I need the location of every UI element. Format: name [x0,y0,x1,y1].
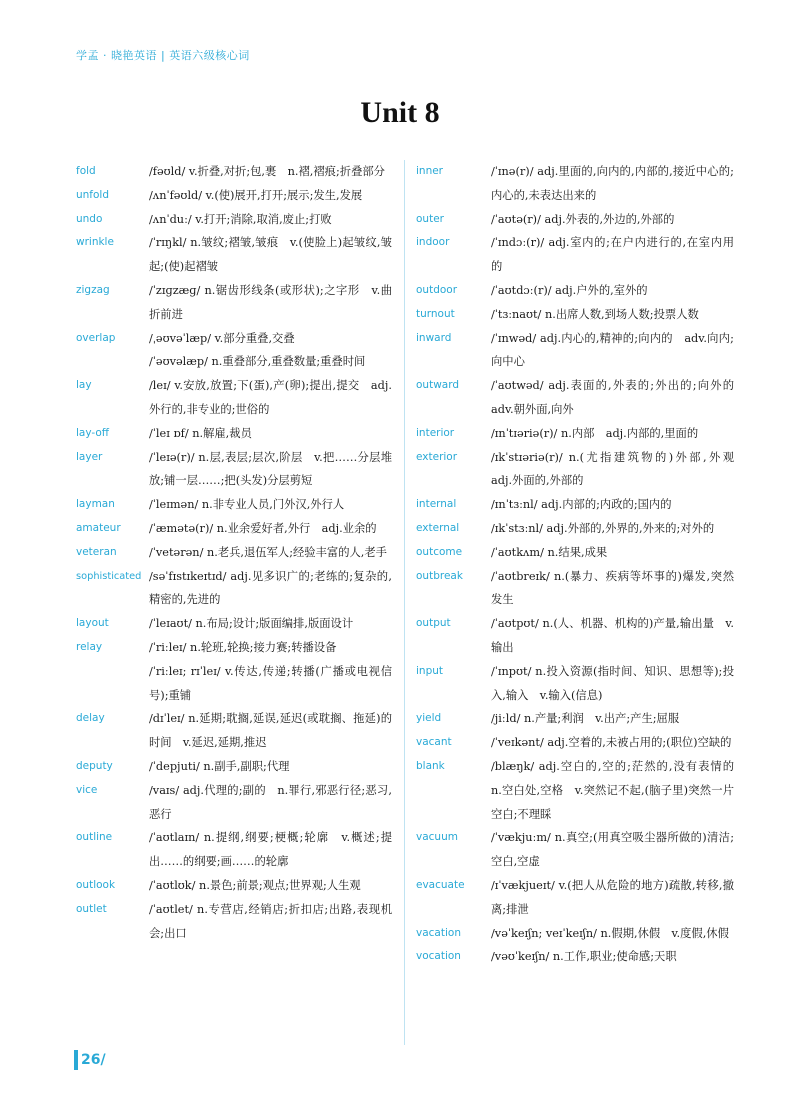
vocab-word: yield [416,712,442,725]
vocab-entry [76,422,392,446]
vocab-definition: /ˈriːleɪ/ n.轮班,轮换;接力赛;转播设备 [149,640,337,654]
vocab-word: outward [416,379,460,392]
vocab-entry [76,160,392,184]
vocab-entry [76,231,392,279]
vocab-definition: /ˌəʊvəˈlæp/ v.部分重叠,交叠 [149,331,295,345]
vocab-definition: /blæŋk/ adj.空白的,空的;茫然的,没有表情的 n.空白处,空格 v.突然记不起,(脑子里)突然一片空白;不理睬 [491,759,746,821]
vocab-word: indoor [416,236,450,249]
vocab-word: vacant [416,736,452,749]
vocab-definition: /ˈɪnpʊt/ n.投入资源(指时间、知识、思想等);投入,输入 v.输入(信息) [491,664,734,702]
vocab-entry [416,612,734,660]
vocab-entry [416,374,746,422]
vocab-word: input [416,664,444,677]
vocab-word: output [416,617,451,630]
vocab-entry [76,660,392,708]
vocab-entry [416,731,734,755]
vocab-entry [416,874,734,922]
vocab-definition: /ʌnˈfəʊld/ v.(使)展开,打开;展示;发生,发展 [149,188,363,202]
vocab-word: vacation [416,926,461,939]
vocab-word: exterior [416,450,458,463]
vocab-entry [416,517,734,541]
vocab-definition: /ˈaʊtbreɪk/ n.(暴力、疾病等坏事的)爆发,突然发生 [491,569,734,607]
vocab-word: interior [416,426,455,439]
vocab-definition: /vəʊˈkeɪʃn/ n.工作,职业;使命感;天职 [491,950,677,964]
vocab-word: evacuate [416,878,465,891]
vocab-entry [76,327,392,351]
vocab-entry [76,541,392,565]
vocab-definition: /ˈaʊtlʊk/ n.景色;前景;观点;世界观;人生观 [149,878,361,892]
vocab-definition: /ˈveɪkənt/ adj.空着的,未被占用的;(职位)空缺的 [491,736,732,750]
vocab-definition: /ɪˈvækjueɪt/ v.(把人从危险的地方)疏散,转移,撤离;排泄 [491,878,734,916]
vocab-definition: /səˈfɪstɪkeɪtɪd/ adj.见多识广的;老练的;复杂的,精密的,先进的 [149,569,392,607]
vocab-word: delay [76,712,105,725]
vocab-entry [76,446,392,494]
vocab-definition: /ʌnˈduː/ v.打开;消除,取消,废止;打败 [149,212,332,226]
vocab-entry [76,184,392,208]
vocab-definition: /ɪnˈtɪəriə(r)/ n.内部 adj.内部的,里面的 [491,426,699,440]
vocab-definition: /ɪnˈtɜːnl/ adj.内部的;内政的;国内的 [491,498,672,512]
vocab-definition: /ˈaʊtwəd/ adj.表面的,外表的;外出的;向外的 adv.朝外面,向外 [491,379,746,416]
vocab-definition: /ˈzɪɡzæɡ/ n.锯齿形线条(或形状);之字形 v.曲折前进 [149,283,392,321]
vocab-entry [416,707,734,731]
vocab-word: undo [76,212,103,225]
vocab-definition: /jiːld/ n.产量;利润 v.出产;产生;屈服 [491,712,680,726]
vocab-definition: /ˈleɪ ɒf/ n.解雇,裁员 [149,426,252,440]
vocab-word: vocation [416,950,461,963]
page-number: 26/ [81,1052,106,1068]
vocab-word: amateur [76,521,121,534]
vocab-word: vice [76,783,98,796]
vocab-word: layout [76,617,109,630]
footer-bar [74,1050,78,1070]
vocab-word: veteran [76,545,117,558]
vocab-entry [76,898,392,946]
vocab-entry [416,541,734,565]
vocab-definition: /ˈɪnwəd/ adj.内心的,精神的;向内的 adv.向内;向中心 [491,331,734,369]
vocab-word: internal [416,498,457,511]
vocab-entry [416,422,734,446]
vocab-definition: /vəˈkeɪʃn; veɪˈkeɪʃn/ n.假期,休假 v.度假,休假 [491,926,729,940]
left-column [76,160,392,945]
vocab-entry [76,350,392,374]
vocab-definition: /ˈleɪmən/ n.非专业人员,门外汉,外行人 [149,498,345,512]
vocab-word: outlook [76,878,116,891]
vocab-definition: /ˈvækjuːm/ n.真空;(用真空吸尘器所做的)清洁;空白,空虚 [491,831,734,869]
vocab-word: outer [416,212,444,225]
vocab-word: unfold [76,188,110,201]
vocab-entry [76,874,392,898]
vocab-definition: /ˈɪndɔː(r)/ adj.室内的;在户内进行的,在室内用的 [491,236,734,274]
vocab-word: overlap [76,331,116,344]
vocab-entry [416,231,734,279]
unit-title: Unit 8 [360,96,440,129]
column-divider [404,160,405,1045]
vocab-definition: /ˈəʊvəlæp/ n.重叠部分,重叠数量;重叠时间 [149,355,366,369]
vocab-entry [416,755,746,826]
vocab-word: blank [416,759,445,772]
vocab-entry [416,208,734,232]
vocab-word: layer [76,450,103,463]
page-header: 学孟 · 晓艳英语 | 英语六级核心词 [76,49,250,62]
vocab-entry [416,493,734,517]
vocab-entry [76,374,392,422]
vocab-entry [76,279,392,327]
vocab-definition: /ˈdepjuti/ n.副手,副职;代理 [149,759,290,773]
vocab-word: vacuum [416,831,458,844]
vocab-word: outcome [416,545,463,558]
vocab-definition: /ˈvetərən/ n.老兵,退伍军人;经验丰富的人,老手 [149,545,387,559]
vocab-definition: /ˈtɜːnaʊt/ n.出席人数,到场人数;投票人数 [491,307,699,321]
vocab-definition: /ˈleɪaʊt/ n.布局;设计;版面编排,版面设计 [149,617,354,631]
vocab-word: relay [76,640,103,653]
vocab-entry [416,160,734,208]
vocab-entry [416,922,734,946]
vocab-word: lay-off [76,426,110,439]
vocab-entry [76,612,392,636]
vocab-entry [416,660,734,708]
vocab-definition: /ˈleɪə(r)/ n.层,表层;层次,阶层 v.把……分层堆放;铺一层……;把(头发)分层剪短 [149,450,392,488]
vocab-definition: /ˈɪnə(r)/ adj.里面的,向内的,内部的,接近中心的;内心的,未表达出来的 [491,165,734,202]
vocab-entry [416,279,734,303]
right-column [416,160,746,969]
vocab-word: outdoor [416,283,458,296]
vocab-entry [76,565,392,613]
vocab-word: outline [76,831,113,844]
vocab-definition: /ˈriːleɪ; rɪˈleɪ/ v.传达,传递;转播(广播或电视信号);重铺 [149,664,392,702]
vocab-entry [76,707,392,755]
vocab-entry [416,826,734,874]
vocab-definition: /fəʊld/ v.折叠,对折;包,裹 n.褶,褶痕;折叠部分 [149,165,385,178]
page-footer [74,1050,106,1070]
vocab-word: deputy [76,759,113,772]
vocab-definition: /ˈaʊtkʌm/ n.结果,成果 [491,545,608,559]
vocab-entry [76,779,392,827]
vocab-definition: /ˈaʊtə(r)/ adj.外表的,外边的,外部的 [491,212,675,226]
vocab-word: outbreak [416,569,463,582]
vocab-entry [76,517,392,541]
vocab-word: fold [76,165,96,177]
vocab-entry [416,945,734,969]
vocab-definition: /vaɪs/ adj.代理的;副的 n.罪行,邪恶行径;恶习,恶行 [149,783,392,821]
vocab-entry [76,826,392,874]
vocab-word: lay [76,379,92,392]
vocab-entry [416,565,734,613]
vocab-definition: /ˈaʊtlet/ n.专营店,经销店;折扣店;出路,表现机会;出口 [149,902,392,940]
vocab-word: outlet [76,902,107,915]
vocab-definition: /ˈaʊtlaɪn/ n.提纲,纲要;梗概;轮廓 v.概述;提出……的纲要;画……的轮廓 [149,831,392,869]
vocab-word: layman [76,498,115,511]
vocab-word: inner [416,165,444,177]
vocab-entry [416,327,734,375]
vocab-definition: /ɪkˈstɜːnl/ adj.外部的,外界的,外来的;对外的 [491,521,715,535]
vocab-word: turnout [416,307,455,320]
vocab-definition: /ˈrɪŋkl/ n.皱纹;褶皱,皱痕 v.(使脸上)起皱纹,皱起;(使)起褶皱 [149,236,392,274]
vocab-definition: /ˈæmətə(r)/ n.业余爱好者,外行 adj.业余的 [149,521,377,535]
vocab-definition: /ˈaʊtdɔː(r)/ adj.户外的,室外的 [491,283,648,297]
vocab-definition: /ˈaʊtpʊt/ n.(人、机器、机构的)产量,输出量 v.输出 [491,617,734,654]
vocab-word: external [416,521,460,534]
vocab-word: sophisticated [76,570,142,582]
vocab-entry [76,208,392,232]
vocab-definition: /dɪˈleɪ/ n.延期;耽搁,延误,延迟(或耽搁、拖延)的时间 v.延迟,延期,推迟 [149,712,392,750]
vocab-entry [416,446,746,494]
vocab-word: wrinkle [76,236,114,249]
vocab-entry [76,636,392,660]
vocab-definition: /leɪ/ v.安放,放置;下(蛋),产(卵);提出,提交 adj.外行的,非专业的;世俗的 [149,379,392,416]
vocab-entry [76,493,392,517]
vocab-word: inward [416,331,452,344]
vocab-definition: /ɪkˈstɪəriə(r)/ n.(尤指建筑物的)外部,外观 adj.外面的,外部的 [491,450,746,488]
vocab-entry [416,303,734,327]
vocab-word: zigzag [76,283,110,296]
vocab-entry [76,755,392,779]
